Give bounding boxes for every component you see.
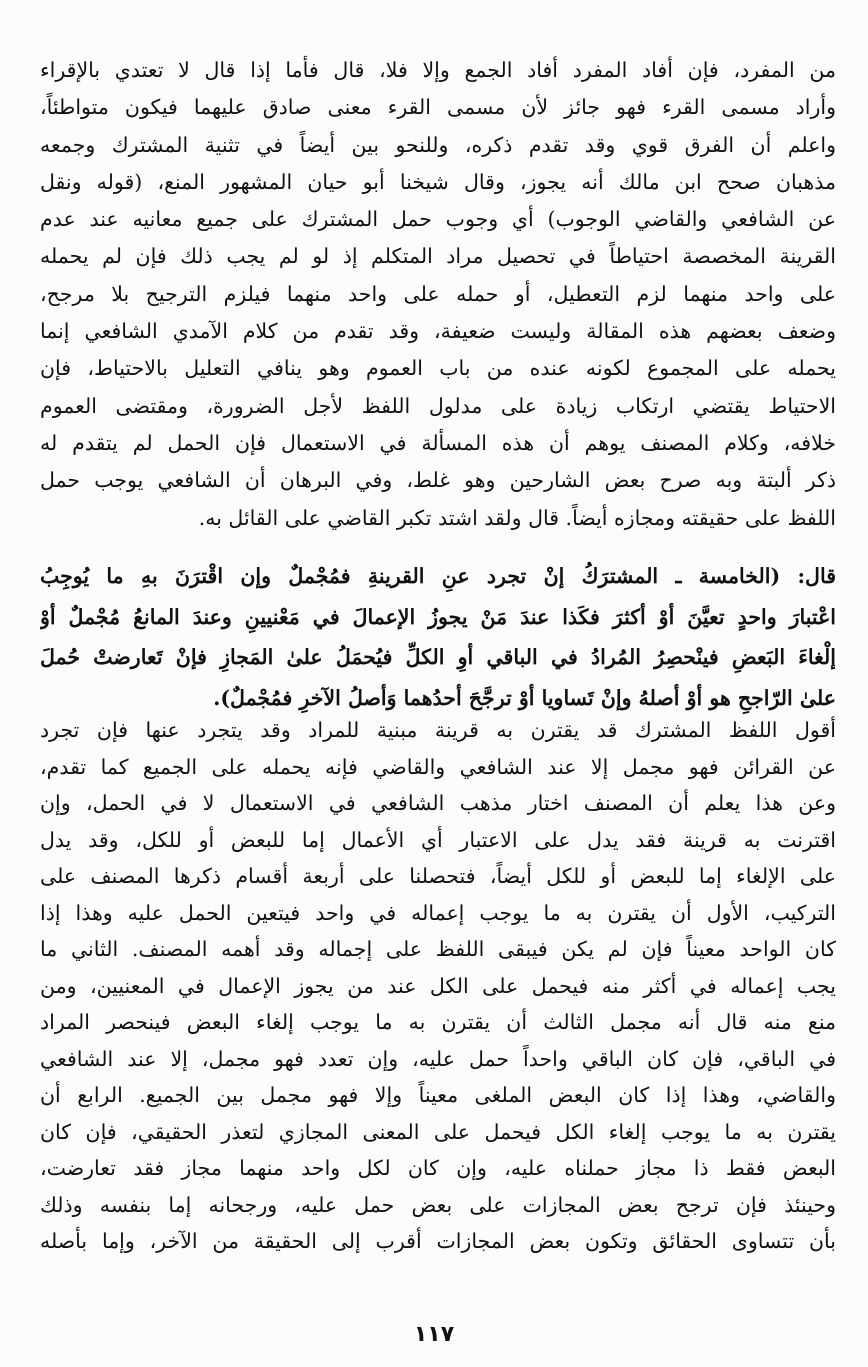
text-line: يحمله على المجموع لكونه عنده من باب العموم وهو ينافي التعليل بالاحتياط، فإن [40,356,836,381]
text-line: وضعف بعضهم هذه المقالة وليست ضعيفة، وقد تقدم من كلام الآمدي الشافعي إنما [40,319,836,344]
text-line: كان الواحد معيناً فإن لم يكن فيبقى اللفظ على إجماله وقد أهمه المصنف. الثاني ما [40,937,836,961]
text-line: اقترنت به قرينة فقد يدل على الاعتبار أي الأعمال إما للبعض أو للكل، وقد يدل [40,827,836,852]
text-line: مذهبان صحح ابن مالك أنه يجوز، وقال شيخنا أبو حيان المشهور المنع، (قوله ونقل [40,169,836,194]
text-line: ذكر ألبتة وبه صرح بعض الشارحين وهو غلط، وفي البرهان أن الشافعي يوجب حمل [40,468,836,493]
text-line: يقترن به ما يوجب إلغاء الكل فيحمل على المعنى المجازي لتعذر الحقيقي، فإن كان [40,1119,836,1144]
text-line: عن القرائن فهو مجمل إلا عند الشافعي والقاضي فإنه يحمله على الجميع كما تقدم، [40,754,836,779]
text-line: من المفرد، فإن أفاد المفرد أفاد الجمع وإلا فلا، قال فأما إذا قال لا تعتدي بالإقراء [40,58,836,82]
text-line: منع منه قال أنه مجمل الثالث أن يقترن به ما يوجب إلغاء البعض فينحصر المراد [40,1010,836,1034]
text-line: الاحتياط يقتضي ارتكاب زيادة على مدلول اللفظ لأجل الضرورة، ومقتضى العموم [40,393,836,418]
text-line: وعن هذا يعلم أن المصنف اختار مذهب الشافعي في الاستعمال لا في الحمل، وإن [40,791,836,815]
commentary-paragraph [40,52,836,537]
text-line: خلافه، وكلام المصنف يوهم أن هذه المسألة في الاستعمال فإن الحمل لم يتقدم له [40,430,836,455]
quote-line: إلْغاءَ البَعضِ فينْحصِرُ المُرادُ في الباقي أوِ الكلِّ فيُحمَلُ علىٰ المَجازِ فإنْ تَعارضتْ حُملَ [40,645,836,669]
text-line: وحينئذ فإن ترجح بعض المجازات على بعض حمل عليه، ورجحانه إما بنفسه وذلك [40,1192,836,1217]
quote-line: علىٰ الرّاجحِ هو أوْ أصلهُ وإنْ تَساويا أوْ ترجَّحَ أحدُهما وَأصلُ الآخرِ فمُجْملٌ). [213,685,836,710]
explanation-paragraph [40,712,836,1260]
text-line: على الإلغاء إما للبعض أو للكل أيضاً، فتحصلنا على أربعة أقسام ذكرها المصنف على [40,864,836,888]
text-line: القرينة المخصصة احتياطاً في تحصيل مراد المتكلم إذ لو لم يجب ذلك فإن لم يحمله [40,244,836,269]
text-line: اللفظ على حقيقته ومجازه أيضاً. قال ولقد اشتد تكبر القاضي على القائل به. [198,505,836,530]
matn-quotation [40,556,836,718]
text-line: على واحد منهما لزم التعطيل، أو حمله على واحد منهما فيلزم الترجيح بلا مرجح، [40,281,836,306]
text-line: والقاضي، وهذا إذا كان البعض الملغى معيناً وإلا فهو مجمل بين الجميع. الرابع أن [40,1083,836,1107]
text-line: أقول اللفظ المشترك قد يقترن به قرينة مبنية للمراد وقد يتجرد عنها فإن تجرد [40,718,836,742]
text-line: يجب إعماله في أكثر منه فيحمل على الكل عند من يجوز الإعمال في المعنيين، ومن [40,973,836,998]
text-line: في الباقي، فإن كان الباقي واحداً حمل عليه، وإن تعدد فهو مجمل، إلا عند الشافعي [40,1046,836,1071]
quote-line: قال: (الخامسة ـ المشترَكُ إنْ تجرد عنِ القرينةِ فمُجْملٌ وإن اقْترَنَ بهِ ما يُوجِبُ [40,564,836,588]
page-number: ١١٧ [413,1322,455,1347]
text-line: وأراد مسمى القرء فهو جائز لأن مسمى القرء معنى صادق عليهما فيكون متواطئاً، [40,95,836,120]
text-line: بأن تتساوى الحقائق وتكون بعض المجازات أقرب إلى الحقيقة من الآخر، وإما بأصله [40,1229,836,1253]
text-line: البعض فقط ذا مجاز حملناه عليه، وإن كان لكل واحد منهما مجاز فقد تعارضت، [40,1156,836,1180]
text-line: واعلم أن الفرق قوي وقد تقدم ذكره، وللنحو بين أيضاً في تثنية المشترك وجمعه [40,132,836,157]
text-line: التركيب، الأول أن يقترن به ما يوجب إعماله في واحد فيتعين الحمل عليه وهذا إذا [40,900,836,925]
quote-line: اعْتبارَ واحدٍ تعيَّنَ أوْ أكثرَ فكَذا عندَ مَنْ يجوزُ الإعمالَ في مَعْنيينِ وعندَ المانعُ مُجْملٌ أوْ [40,604,836,629]
text-line: عن الشافعي والقاضي الوجوب) أي وجوب حمل المشترك على جميع معانيه عند عدم [40,207,836,232]
